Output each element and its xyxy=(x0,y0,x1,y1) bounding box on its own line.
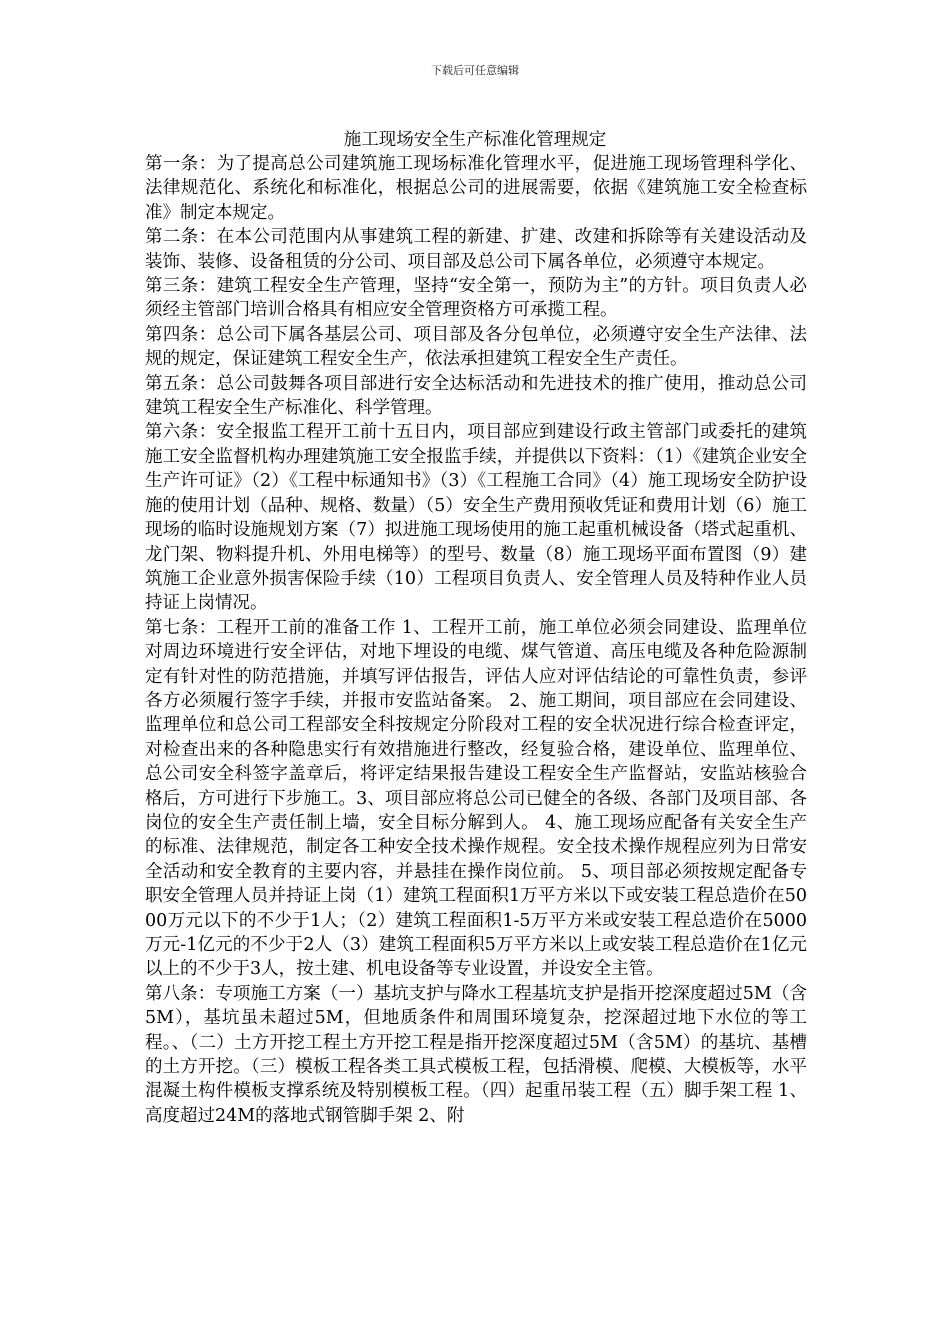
article-7: 第七条：工程开工前的准备工作 1、工程开工前，施工单位必须会同建设、监理单位对周边环境进行安全评估，对地下埋设的电缆、煤气管道、高压电缆及各种危险源制定有针对性的防范措施，并填写评估报告，评估人应对评估结论的可靠性负责，参评各方必须履行签字手续，并报市安监站备案。 2、施工期间，项目部应在会同建设、监理单位和总公司工程部安全科按规定分阶段对工程的安全状况进行综合检查评定，对检查出来的各种隐患实行有效措施进行整改，经复验合格，建设单位、监理单位、总公司安全科签字盖章后，将评定结果报告建设工程安全生产监督站，安监站核验合格后，方可进行下步施工。3、项目部应将总公司已健全的各级、各部门及项目部、各岗位的安全生产责任制上墙，安全目标分解到人。 4、施工现场应配备有关安全生产的标准、法律规范，制定各工种安全技术操作规程。安全技术操作规程应列为日常安全活动和安全教育的主要内容，并悬挂在操作岗位前。 5、项目部必须按规定配备专职安全管理人员并持证上岗（1）建筑工程面积1万平方米以下或安装工程总造价在5000万元以下的不少于1人；（2）建筑工程面积1-5万平方米或安装工程总造价在5000万元-1亿元的不少于2人（3）建筑工程面积5万平方米以上或安装工程总造价在1亿元以上的不少于3人，按土建、机电设备等专业设置，并设安全主管。 xyxy=(145,617,807,980)
article-3: 第三条：建筑工程安全生产管理，坚持“安全第一，预防为主”的方针。项目负责人必须经主管部门培训合格具有相应安全管理资格方可承揽工程。 xyxy=(145,276,807,321)
document-body xyxy=(145,152,807,1128)
document-title: 施工现场安全生产标准化管理规定 xyxy=(343,130,607,150)
article-1: 第一条：为了提高总公司建筑施工现场标准化管理水平，促进施工现场管理科学化、法律规范化、系统化和标准化，根据总公司的进展需要，依据《建筑施工安全检查标准》制定本规定。 xyxy=(145,154,807,223)
article-8: 第八条：专项施工方案（一）基坑支护与降水工程基坑支护是指开挖深度超过5M（含5M），基坑虽未超过5M，但地质条件和周围环境复杂，挖深超过地下水位的等工程。、（二）土方开挖工程土方开挖工程是指开挖深度超过5M（含5M）的基坑、基槽的土方开挖。（三）模板工程各类工具式模板工程，包括滑模、爬模、大模板等，水平混凝土构件模板支撑系统及特别模板工程。（四）起重吊装工程（五）脚手架工程 1、高度超过24M的落地式钢管脚手架 2、附 xyxy=(145,983,807,1126)
page-header-note: 下载后可任意编辑 xyxy=(431,64,519,77)
article-4: 第四条：总公司下属各基层公司、项目部及各分包单位，必须遵守安全生产法律、法规的规定，保证建筑工程安全生产，依法承担建筑工程安全生产责任。 xyxy=(145,324,807,370)
article-5: 第五条：总公司鼓舞各项目部进行安全达标活动和先进技术的推广使用，推动总公司建筑工程安全生产标准化、科学管理。 xyxy=(145,373,807,419)
article-2: 第二条：在本公司范围内从事建筑工程的新建、扩建、改建和拆除等有关建设活动及装饰、装修、设备租赁的分公司、项目部及总公司下属各单位，必须遵守本规定。 xyxy=(145,227,807,272)
article-6: 第六条：安全报监工程开工前十五日内，项目部应到建设行政主管部门或委托的建筑施工安全监督机构办理建筑施工安全报监手续，并提供以下资料：（1）《建筑企业安全生产许可证》（2）《工程中标通知书》（3）《工程施工合同》（4）施工现场安全防护设施的使用计划（品种、规格、数量）（5）安全生产费用预收凭证和费用计划（6）施工现场的临时设施规划方案（7）拟进施工现场使用的施工起重机械设备（塔式起重机、龙门架、物料提升机、外用电梯等）的型号、数量（8）施工现场平面布置图（9）建筑施工企业意外损害保险手续（10）工程项目负责人、安全管理人员及特种作业人员持证上岗情况。 xyxy=(145,422,807,614)
